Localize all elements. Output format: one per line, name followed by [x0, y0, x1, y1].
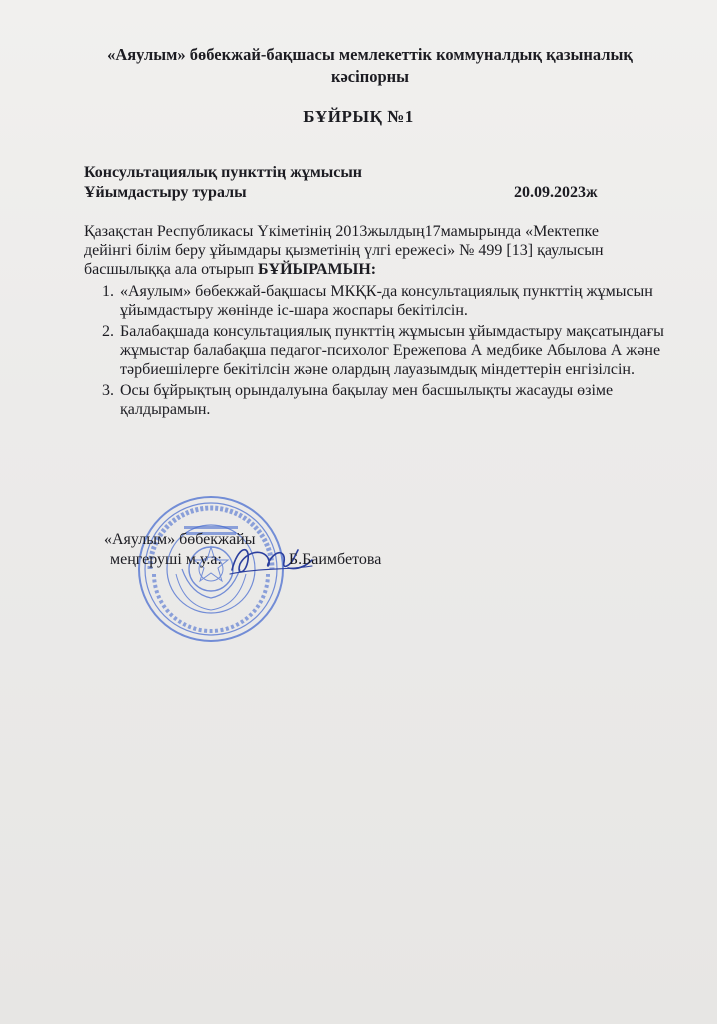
preamble-command: БҰЙЫРАМЫН:: [257, 261, 377, 278]
list-item: [84, 282, 664, 320]
preamble-text: Қазақстан Республикасы Үкіметінің 2013жылдың17мамырында «Мектепке дейінгі білім беру ұйымдары қызметінің үлгі ережесі» № 499 [13] қаулысын басшылыққа ала отырып: [84, 223, 604, 278]
list-item: [84, 381, 664, 419]
order-date: 20.09.2023ж: [514, 184, 598, 201]
item-text: Осы бұйрықтың орындалуына бақылау мен басшылықты жасауды өзіме қалдырамын.: [120, 382, 614, 418]
signature-block: [104, 530, 381, 570]
order-items-list: [84, 282, 664, 421]
signer-name: Б.Баимбетова: [288, 551, 382, 568]
item-number: 1.: [102, 283, 114, 300]
subject-line-2: Ұйымдастыру туралы: [84, 184, 247, 201]
item-number: 2.: [102, 323, 114, 340]
order-subject: [84, 163, 362, 203]
order-title: БҰЙРЫҚ №1: [303, 107, 414, 126]
organization-header: «Аяулым» бөбекжай-бақшасы мемлекеттік коммуналдық қазыналық кәсіпорны: [107, 45, 633, 86]
item-text: Балабақшада консультациялық пункттің жұмысын ұйымдастыру мақсатындағы жұмыстар балабақша педагог-психолог Ережепова А медбике Абылова А және тәрбиешілерге бекітілсін және олардың лауазымдық міндеттерін енгізілсін.: [120, 323, 664, 378]
signature-org: «Аяулым» бөбекжайы: [104, 531, 256, 548]
item-number: 3.: [102, 382, 114, 399]
signer-position: меңгеруші м.у.а:: [110, 551, 222, 568]
item-text: «Аяулым» бөбекжай-бақшасы МКҚК-да консультациялық пункттің жұмысын ұйымдастыру жөнінде іс-шара жоспары бекітілсін.: [120, 283, 653, 319]
signature-line: [104, 550, 381, 570]
subject-line-1: Консультациялық пункттің жұмысын: [84, 164, 363, 181]
preamble-paragraph: [84, 222, 644, 279]
list-item: [84, 322, 664, 379]
